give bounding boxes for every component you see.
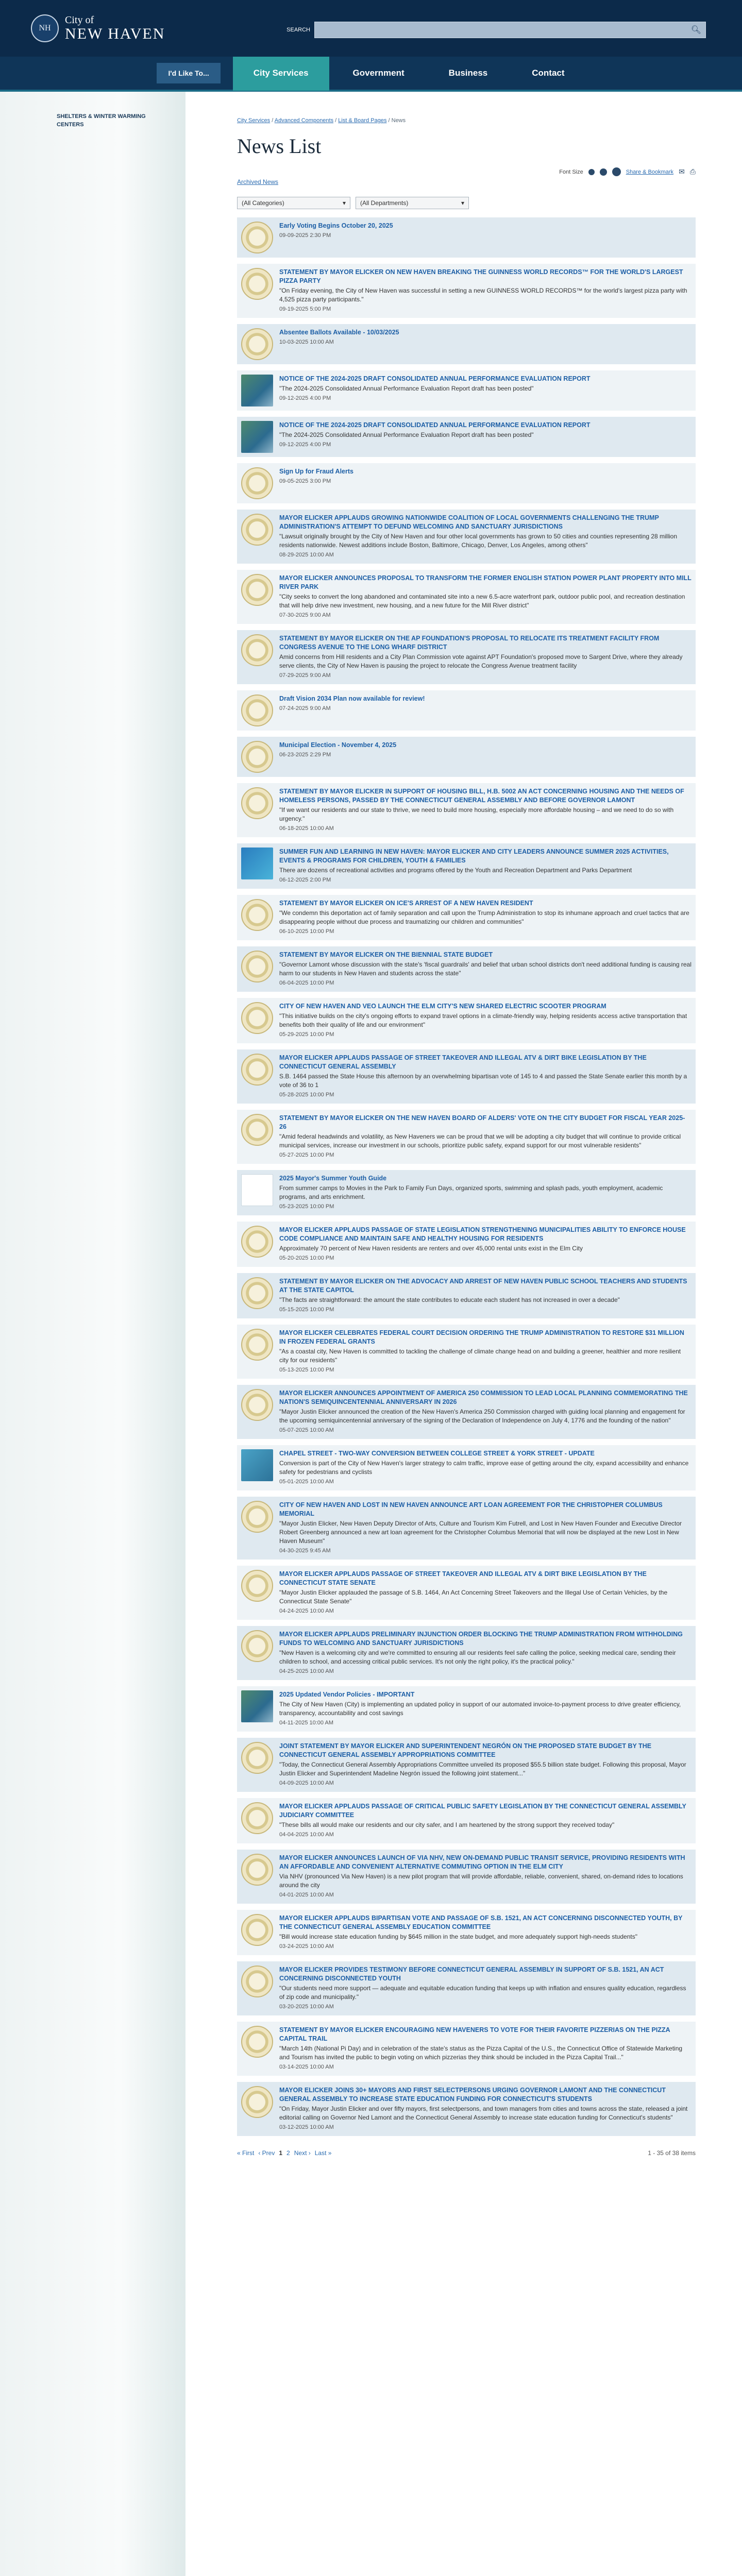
news-date: 05-15-2025 10:00 PM — [279, 1307, 334, 1313]
news-thumbnail[interactable] — [241, 222, 273, 253]
chevron-down-icon: ▾ — [342, 199, 346, 207]
pager-page-2[interactable]: 2 — [286, 2149, 290, 2157]
category-select[interactable]: (All Categories) ▾ — [237, 197, 350, 209]
news-thumbnail[interactable] — [241, 1389, 273, 1421]
site-search — [286, 22, 706, 38]
news-date: 06-12-2025 2:00 PM — [279, 877, 331, 883]
news-date: 03-14-2025 10:00 AM — [279, 2064, 334, 2070]
list-item — [237, 1910, 696, 1955]
news-title-link[interactable]: STATEMENT BY MAYOR ELICKER ON THE ADVOCACY AND ARREST OF NEW HAVEN PUBLIC SCHOOL TEACHERS AND STUDENTS AT THE STATE CAPITOL — [279, 1278, 687, 1294]
list-item — [237, 1566, 696, 1620]
news-description: "City seeks to convert the long abandoned and contaminated site into a new 6.5-acre waterfront park, outdoor public pool, and recreation destination that will help drive new investment, new housing, and a new future for the Mill River district" — [279, 593, 685, 609]
news-thumbnail[interactable] — [241, 1630, 273, 1662]
news-thumbnail[interactable] — [241, 694, 273, 726]
news-description: "Mayor Justin Elicker applauded the passage of S.B. 1464, An Act Concerning Street Takeovers and the Illegal Use of Certain Vehicles, by the Connecticut State Senate" — [279, 1589, 668, 1605]
news-date: 09-05-2025 3:00 PM — [279, 478, 331, 484]
search-input[interactable] — [314, 22, 706, 38]
news-title-link[interactable]: NOTICE OF THE 2024-2025 DRAFT CONSOLIDATED ANNUAL PERFORMANCE EVALUATION REPORT — [279, 421, 591, 429]
news-description: "Governor Lamont whose discussion with the state's 'fiscal guardrails' and belief that urban school districts don't need additional funding is causing real harm to our students in New Haven and students across the state" — [279, 961, 692, 977]
news-thumbnail[interactable] — [241, 1501, 273, 1533]
news-title-link[interactable]: 2025 Mayor's Summer Youth Guide — [279, 1175, 387, 1182]
news-description: "New Haven is a welcoming city and we're committed to ensuring all our residents feel safe calling the police, seeking medical care, sending their children to school, and accessing critical public services. It's not only the right policy, it's the practical policy." — [279, 1649, 676, 1665]
news-date: 06-10-2025 10:00 PM — [279, 928, 334, 935]
news-title-link[interactable]: MAYOR ELICKER APPLAUDS GROWING NATIONWIDE COALITION OF LOCAL GOVERNMENTS CHALLENGING THE TRUMP ADMINISTRATION'S ATTEMPT TO DEFUND WELCOMING AND SANCTUARY JURISDICTIONS — [279, 514, 659, 530]
news-title-link[interactable]: CITY OF NEW HAVEN AND VEO LAUNCH THE ELM CITY'S NEW SHARED ELECTRIC SCOOTER PROGRAM — [279, 1003, 606, 1010]
news-title-link[interactable]: MAYOR ELICKER APPLAUDS PRELIMINARY INJUNCTION ORDER BLOCKING THE TRUMP ADMINISTRATION FROM WITHHOLDING FUNDS TO WELCOMING AND SANCTUARY JURISDICTIONS — [279, 1631, 683, 1647]
font-size-label: Font Size — [559, 168, 583, 175]
news-description: Amid concerns from Hill residents and a City Plan Commission vote against APT Foundation's proposed move to Sargent Drive, where they already serve clients, the City of New Haven is pausing the project to relocate the Congress Avenue treatment facility — [279, 653, 683, 669]
news-description: "On Friday, Mayor Justin Elicker and over fifty mayors, first selectpersons, and town managers from cities and towns across the state, released a joint editorial calling on Governor Ned Lamont and the Connecticut General Assembly to increase state education funding for Connecticut's students" — [279, 2105, 688, 2121]
share-bookmark-link[interactable]: Share & Bookmark — [626, 168, 674, 175]
news-date: 09-12-2025 4:00 PM — [279, 395, 331, 401]
list-item — [237, 2082, 696, 2136]
news-title-link[interactable]: STATEMENT BY MAYOR ELICKER ON NEW HAVEN BREAKING THE GUINNESS WORLD RECORDS™ FOR THE WORLD'S LARGEST PIZZA PARTY — [279, 268, 683, 284]
news-date: 03-24-2025 10:00 AM — [279, 1943, 334, 1950]
news-description: "The 2024-2025 Consolidated Annual Performance Evaluation Report draft has been posted" — [279, 431, 534, 438]
list-item — [237, 630, 696, 684]
item-count: 1 - 35 of 38 items — [648, 2149, 696, 2157]
news-title-link[interactable]: 2025 Updated Vendor Policies - IMPORTANT — [279, 1691, 415, 1698]
news-date: 04-04-2025 10:00 AM — [279, 1832, 334, 1838]
list-item — [237, 370, 696, 411]
news-thumbnail[interactable] — [241, 1174, 273, 1206]
list-item — [237, 946, 696, 992]
news-description: "On Friday evening, the City of New Haven was successful in setting a new GUINNESS WORLD RECORDS™ for the world's largest pizza party with 4,525 pizza party participants." — [279, 287, 687, 303]
list-item — [237, 783, 696, 837]
pager-last[interactable]: Last » — [314, 2149, 332, 2157]
pager-page-1: 1 — [279, 2149, 283, 2157]
filters — [237, 197, 696, 209]
news-title-link[interactable]: SUMMER FUN AND LEARNING IN NEW HAVEN: MAYOR ELICKER AND CITY LEADERS ANNOUNCE SUMMER 2025 ACTIVITIES, EVENTS & PROGRAMS FOR CHILDREN, YOUTH & FAMILIES — [279, 848, 669, 864]
news-title-link[interactable]: MAYOR ELICKER APPLAUDS PASSAGE OF STATE LEGISLATION STRENGTHENING MUNICIPALITIES ABILITY TO ENFORCE HOUSE CODE COMPLIANCE AND MAINTAIN SAFE AND HEALTHY HOUSING FOR RESIDENTS — [279, 1226, 686, 1242]
list-item — [237, 1626, 696, 1680]
news-date: 04-09-2025 10:00 AM — [279, 1780, 334, 1786]
main-nav — [0, 57, 742, 92]
news-date: 07-24-2025 9:00 AM — [279, 705, 331, 711]
sidebar-link-shelters[interactable]: SHELTERS & WINTER WARMING CENTERS — [57, 113, 146, 128]
list-item — [237, 1273, 696, 1318]
list-item — [237, 737, 696, 777]
news-title-link[interactable]: STATEMENT BY MAYOR ELICKER ON THE BIENNIAL STATE BUDGET — [279, 951, 493, 958]
news-title-link[interactable]: Early Voting Begins October 20, 2025 — [279, 222, 393, 229]
search-label: SEARCH — [286, 27, 310, 33]
news-date: 08-29-2025 10:00 AM — [279, 552, 334, 558]
news-thumbnail[interactable] — [241, 899, 273, 931]
chevron-down-icon: ▾ — [461, 199, 464, 207]
list-item — [237, 1497, 696, 1560]
list-item — [237, 1798, 696, 1843]
list-item — [237, 843, 696, 889]
news-description: "The facts are straightforward: the amount the state contributes to educate each student has not increased in over a decade" — [279, 1296, 620, 1303]
news-title-link[interactable]: MAYOR ELICKER CELEBRATES FEDERAL COURT DECISION ORDERING THE TRUMP ADMINISTRATION TO RESTORE $31 MILLION IN FROZEN FEDERAL GRANTS — [279, 1329, 684, 1345]
news-date: 04-01-2025 10:00 AM — [279, 1892, 334, 1898]
news-title-link[interactable]: STATEMENT BY MAYOR ELICKER IN SUPPORT OF HOUSING BILL, H.B. 5002 AN ACT CONCERNING HOUSING AND THE NEEDS OF HOMELESS PERSONS, PASSED BY THE CONNECTICUT GENERAL ASSEMBLY AND BEFORE GOVERNOR LAMONT — [279, 788, 684, 804]
breadcrumb-current: News — [391, 117, 406, 124]
print-icon[interactable]: ⎙ — [689, 167, 696, 176]
news-thumbnail[interactable] — [241, 1570, 273, 1602]
news-description: Via NHV (pronounced Via New Haven) is a new pilot program that will provide affordable, reliable, convenient, shared, on-demand rides to locations around the city — [279, 1873, 683, 1889]
news-date: 10-03-2025 10:00 AM — [279, 339, 334, 345]
news-date: 09-19-2025 5:00 PM — [279, 306, 331, 312]
list-item — [237, 998, 696, 1043]
nav-business[interactable]: Business — [448, 68, 488, 78]
news-thumbnail[interactable] — [241, 634, 273, 666]
main-content — [185, 92, 742, 2576]
news-title-link[interactable]: NOTICE OF THE 2024-2025 DRAFT CONSOLIDATED ANNUAL PERFORMANCE EVALUATION REPORT — [279, 375, 591, 382]
list-item — [237, 1850, 696, 1904]
list-item — [237, 1325, 696, 1379]
list-item — [237, 324, 696, 364]
list-item — [237, 1385, 696, 1439]
news-date: 04-11-2025 10:00 AM — [279, 1720, 333, 1726]
news-title-link[interactable]: MAYOR ELICKER APPLAUDS PASSAGE OF CRITICAL PUBLIC SAFETY LEGISLATION BY THE CONNECTICUT GENERAL ASSEMBLY JUDICIARY COMMITTEE — [279, 1803, 686, 1819]
news-description: S.B. 1464 passed the State House this afternoon by an overwhelming bipartisan vote of 145 to 4 and passed the State Senate earlier this month by a vote of 36 to 1 — [279, 1073, 687, 1089]
news-thumbnail[interactable] — [241, 1329, 273, 1361]
news-title-link[interactable]: MAYOR ELICKER APPLAUDS PASSAGE OF STREET TAKEOVER AND ILLEGAL ATV & DIRT BIKE LEGISLATION BY THE CONNECTICUT STATE SENATE — [279, 1570, 647, 1586]
news-description: "We condemn this deportation act of family separation and call upon the Trump Administration to stop its inhumane approach and cruel tactics that are disappearing people without due process and traumatizing our children and communities" — [279, 909, 689, 925]
font-small-button[interactable] — [588, 169, 595, 175]
breadcrumb-level-3[interactable]: List & Board Pages — [338, 117, 387, 124]
news-description: There are dozens of recreational activities and programs offered by the Youth and Recreation Department and Parks Department — [279, 867, 632, 874]
news-title-link[interactable]: Sign Up for Fraud Alerts — [279, 468, 353, 475]
news-thumbnail[interactable] — [241, 1965, 273, 1997]
news-date: 05-01-2025 10:00 AM — [279, 1479, 334, 1485]
news-thumbnail[interactable] — [241, 1277, 273, 1309]
list-item — [237, 1222, 696, 1267]
news-date: 09-12-2025 4:00 PM — [279, 442, 331, 448]
news-title-link[interactable]: JOINT STATEMENT BY MAYOR ELICKER AND SUPERINTENDENT NEGRÓN ON THE PROPOSED STATE BUDGET BY THE CONNECTICUT GENERAL ASSEMBLY APPROPRIATIONS COMMITTEE — [279, 1742, 652, 1758]
breadcrumb: City Services / Advanced Components / List & Board Pages / News — [237, 117, 406, 124]
list-item — [237, 1738, 696, 1792]
page-tools — [237, 167, 696, 176]
news-title-link[interactable]: MAYOR ELICKER ANNOUNCES APPOINTMENT OF AMERICA 250 COMMISSION TO LEAD LOCAL PLANNING COMMEMORATING THE NATION'S SEMIQUINCENTENNIAL ANNIVERSARY IN 2026 — [279, 1389, 688, 1405]
news-date: 05-13-2025 10:00 PM — [279, 1367, 334, 1373]
pagination — [237, 2149, 696, 2157]
news-description: "Our students need more support — adequate and equitable education funding that keeps up with inflation and ensures quality education, regardless of zip code and municipality." — [279, 1985, 686, 2001]
list-item — [237, 690, 696, 731]
news-description: The City of New Haven (City) is implementing an updated policy in support of our automated invoice-to-payment process to drive greater efficiency, transparency, accountability and cost savings — [279, 1701, 681, 1717]
news-title-link[interactable]: CITY OF NEW HAVEN AND LOST IN NEW HAVEN ANNOUNCE ART LOAN AGREEMENT FOR THE CHRISTOPHER COLUMBUS MEMORIAL — [279, 1501, 663, 1517]
breadcrumb-home[interactable]: City Services — [237, 117, 271, 124]
news-thumbnail[interactable] — [241, 268, 273, 300]
id-like-to-button[interactable]: I'd Like To... — [157, 63, 220, 83]
news-thumbnail[interactable] — [241, 848, 273, 879]
list-item — [237, 570, 696, 624]
news-thumbnail[interactable] — [241, 375, 273, 406]
news-date: 05-27-2025 10:00 PM — [279, 1152, 334, 1158]
news-thumbnail[interactable] — [241, 1114, 273, 1146]
news-description: Conversion is part of the City of New Haven's larger strategy to calm traffic, improve ease of getting around the city, expand accessibility and enhance safety for pedestrians and cyclists — [279, 1460, 689, 1476]
news-date: 05-29-2025 10:00 PM — [279, 1031, 334, 1038]
news-date: 05-28-2025 10:00 PM — [279, 1092, 334, 1098]
page-title: News List — [237, 134, 322, 158]
city-seal: NH — [31, 14, 59, 42]
news-thumbnail[interactable] — [241, 467, 273, 499]
news-thumbnail[interactable] — [241, 514, 273, 546]
news-title-link[interactable]: Municipal Election - November 4, 2025 — [279, 741, 397, 749]
news-title-link[interactable]: MAYOR ELICKER APPLAUDS PASSAGE OF STREET TAKEOVER AND ILLEGAL ATV & DIRT BIKE LEGISLATION BY THE CONNECTICUT GENERAL ASSEMBLY — [279, 1054, 647, 1070]
logo-line-2: NEW HAVEN — [65, 25, 165, 42]
news-date: 07-29-2025 9:00 AM — [279, 672, 331, 679]
news-description: "As a coastal city, New Haven is committed to tackling the challenge of climate change head on and building a greener, healthier and more resilient city for our residents" — [279, 1348, 681, 1364]
news-description: "The 2024-2025 Consolidated Annual Performance Evaluation Report draft has been posted" — [279, 385, 534, 392]
news-date: 04-30-2025 9:45 AM — [279, 1548, 331, 1554]
news-description: "Mayor Justin Elicker, New Haven Deputy Director of Arts, Culture and Tourism Kim Futrell, and Lost in New Haven Founder and Executive Director Robert Greenberg announced a new art loan agreement for the Christopher Columbus Memorial that will now be displayed at the new Lost in New Haven Museum" — [279, 1520, 682, 1545]
feedback-icon[interactable]: ✉ — [679, 167, 685, 176]
news-description: Approximately 70 percent of New Haven residents are renters and over 45,000 rental units exist in the Elm City — [279, 1245, 583, 1252]
news-thumbnail[interactable] — [241, 787, 273, 819]
news-date: 03-12-2025 10:00 AM — [279, 2124, 334, 2130]
news-description: "If we want our residents and our state to thrive, we need to build more housing, especially more affordable housing – and we need to do so with urgency." — [279, 806, 674, 822]
news-thumbnail[interactable] — [241, 1854, 273, 1886]
news-thumbnail[interactable] — [241, 421, 273, 453]
news-thumbnail[interactable] — [241, 1802, 273, 1834]
list-item — [237, 1961, 696, 2015]
news-date: 07-30-2025 9:00 AM — [279, 612, 331, 618]
news-date: 06-04-2025 10:00 PM — [279, 980, 334, 986]
news-date: 09-09-2025 2:30 PM — [279, 232, 331, 239]
sidebar — [0, 92, 185, 2576]
list-item — [237, 1110, 696, 1164]
news-title-link[interactable]: STATEMENT BY MAYOR ELICKER ON THE AP FOUNDATION'S PROPOSAL TO RELOCATE ITS TREATMENT FACILITY FROM CONGRESS AVENUE TO THE LONG WHARF DISTRICT — [279, 635, 660, 651]
pager-first[interactable]: « First — [237, 2149, 255, 2157]
nav-city-services[interactable]: City Services — [233, 56, 329, 91]
news-title-link[interactable]: MAYOR ELICKER JOINS 30+ MAYORS AND FIRST SELECTPERSONS URGING GOVERNOR LAMONT AND THE CONNECTICUT GENERAL ASSEMBLY TO INCREASE STATE EDUCATION FUNDING FOR CONNECTICUT'S STUDENTS — [279, 2087, 666, 2103]
news-thumbnail[interactable] — [241, 1449, 273, 1481]
news-thumbnail[interactable] — [241, 574, 273, 606]
news-date: 04-24-2025 10:00 AM — [279, 1608, 334, 1614]
pager-next[interactable]: Next › — [294, 2149, 311, 2157]
list-item — [237, 264, 696, 318]
news-thumbnail[interactable] — [241, 2026, 273, 2058]
news-thumbnail[interactable] — [241, 1054, 273, 1086]
search-icon[interactable]: 🔍︎ — [690, 26, 701, 35]
news-description: "Lawsuit originally brought by the City of New Haven and four other local governments has grown to 50 cities and counties representing 28 million residents nationwide. Newest additions include Boston, Baltimore, Chicago, Denver, Los Angeles, among others" — [279, 533, 678, 549]
news-title-link[interactable]: MAYOR ELICKER ANNOUNCES LAUNCH OF VIA NHV, NEW ON-DEMAND PUBLIC TRANSIT SERVICE, PROVIDING RESIDENTS WITH AN AFFORDABLE AND CONVENIENT ALTERNATIVE COMMUTING OPTION IN THE ELM CITY — [279, 1854, 685, 1870]
news-title-link[interactable]: STATEMENT BY MAYOR ELICKER ON THE NEW HAVEN BOARD OF ALDERS' VOTE ON THE CITY BUDGET FOR FISCAL YEAR 2025-26 — [279, 1114, 685, 1130]
news-thumbnail[interactable] — [241, 2086, 273, 2118]
nav-government[interactable]: Government — [352, 68, 404, 78]
news-thumbnail[interactable] — [241, 741, 273, 773]
news-description: "This initiative builds on the city's ongoing efforts to expand travel options in a climate-friendly way, helping residents access active transportation that benefits both their quality of life and our environment" — [279, 1012, 687, 1028]
list-item — [237, 1170, 696, 1215]
news-description: "March 14th (National Pi Day) and in celebration of the state's status as the Pizza Capital of the U.S., the Connecticut Office of Statewide Marketing and Tourism has invited the public to begin voting on which pizzerias they think should be included in the Pizza Capital Trail..." — [279, 2045, 683, 2061]
news-thumbnail[interactable] — [241, 1002, 273, 1034]
news-title-link[interactable]: Draft Vision 2034 Plan now available for review! — [279, 695, 425, 702]
news-description: "Mayor Justin Elicker announced the creation of the New Haven's America 250 Commission charged with guiding local planning and engagement for the upcoming semiquincentennial anniversary of the signing of the Declaration of Independence on July 4, 1776 and the founding of the nation" — [279, 1408, 685, 1424]
archived-news-link[interactable]: Archived News — [237, 178, 279, 185]
news-title-link[interactable]: CHAPEL STREET - TWO-WAY CONVERSION BETWEEN COLLEGE STREET & YORK STREET - UPDATE — [279, 1450, 595, 1457]
news-title-link[interactable]: STATEMENT BY MAYOR ELICKER ENCOURAGING NEW HAVENERS TO VOTE FOR THEIR FAVORITE PIZZERIAS ON THE PIZZA CAPITAL TRAIL — [279, 2026, 670, 2042]
news-date: 04-25-2025 10:00 AM — [279, 1668, 334, 1674]
list-item — [237, 510, 696, 564]
list-item — [237, 2022, 696, 2076]
logo-line-1: City of — [65, 14, 94, 26]
news-description: "Bill would increase state education funding by $645 million in the state budget, and more adequately support high-needs students" — [279, 1933, 637, 1940]
news-date: 03-20-2025 10:00 AM — [279, 2004, 334, 2010]
news-list — [237, 217, 696, 2136]
news-date: 05-23-2025 10:00 PM — [279, 1204, 334, 1210]
news-thumbnail[interactable] — [241, 1914, 273, 1946]
news-date: 05-20-2025 10:00 PM — [279, 1255, 334, 1261]
list-item — [237, 417, 696, 457]
news-title-link[interactable]: STATEMENT BY MAYOR ELICKER ON ICE'S ARREST OF A NEW HAVEN RESIDENT — [279, 900, 533, 907]
list-item — [237, 463, 696, 503]
news-thumbnail[interactable] — [241, 1690, 273, 1722]
news-description: "Amid federal headwinds and volatility, as New Haveners we can be proud that we will be adopting a city budget that will continue to provide critical municipal services, increase our investment in our schools, prioritize public safety, expand support for our most vulnerable residents" — [279, 1133, 681, 1149]
news-date: 06-18-2025 10:00 AM — [279, 825, 334, 832]
news-title-link[interactable]: MAYOR ELICKER ANNOUNCES PROPOSAL TO TRANSFORM THE FORMER ENGLISH STATION POWER PLANT PROPERTY INTO MILL RIVER PARK — [279, 574, 692, 590]
news-title-link[interactable]: MAYOR ELICKER APPLAUDS BIPARTISAN VOTE AND PASSAGE OF S.B. 1521, AN ACT CONCERNING DISCONNECTED YOUTH, BY THE CONNECTICUT GENERAL ASSEMBLY EDUCATION COMMITTEE — [279, 1914, 683, 1930]
news-thumbnail[interactable] — [241, 1226, 273, 1258]
nav-contact[interactable]: Contact — [532, 68, 565, 78]
news-title-link[interactable]: MAYOR ELICKER PROVIDES TESTIMONY BEFORE CONNECTICUT GENERAL ASSEMBLY IN SUPPORT OF S.B. 1521, AN ACT CONCERNING DISCONNECTED YOUTH — [279, 1966, 664, 1982]
list-item — [237, 895, 696, 940]
department-select[interactable]: (All Departments) ▾ — [356, 197, 469, 209]
news-thumbnail[interactable] — [241, 328, 273, 360]
news-description: From summer camps to Movies in the Park to Family Fun Days, organized sports, swimming and splash pads, youth employment, academic programs, and arts enrichment. — [279, 1184, 663, 1200]
font-large-button[interactable] — [612, 167, 621, 176]
pager-prev[interactable]: ‹ Prev — [258, 2149, 275, 2157]
news-title-link[interactable]: Absentee Ballots Available - 10/03/2025 — [279, 329, 399, 336]
list-item — [237, 1686, 696, 1732]
news-thumbnail[interactable] — [241, 1742, 273, 1774]
news-date: 05-07-2025 10:00 AM — [279, 1427, 334, 1433]
list-item — [237, 217, 696, 258]
font-medium-button[interactable] — [600, 168, 607, 176]
list-item — [237, 1445, 696, 1490]
list-item — [237, 1049, 696, 1104]
news-description: "Today, the Connecticut General Assembly Appropriations Committee unveiled its proposed $55.5 billion state budget. Following this proposal, Mayor Justin Elicker and Superintendent Madeline Negrón issued the following joint statement..." — [279, 1761, 686, 1777]
site-header — [0, 0, 742, 57]
news-description: "These bills all would make our residents and our city safer, and I am heartened by the strong support they received today" — [279, 1821, 615, 1828]
city-logo[interactable] — [31, 14, 165, 42]
news-thumbnail[interactable] — [241, 951, 273, 982]
news-date: 06-23-2025 2:29 PM — [279, 752, 331, 758]
breadcrumb-level-2[interactable]: Advanced Components — [274, 117, 334, 124]
